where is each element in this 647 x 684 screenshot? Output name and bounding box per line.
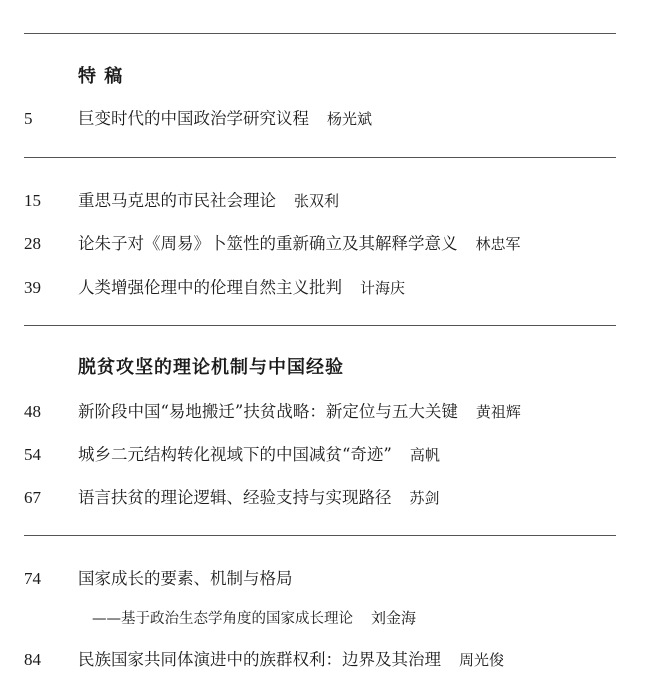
toc-subtitle-entry[interactable] [0, 606, 647, 630]
page-number: 67 [24, 488, 41, 507]
toc-entry[interactable] [0, 486, 647, 510]
article-title-line [78, 648, 504, 672]
page-number: 15 [24, 191, 41, 210]
article-title[interactable]: 巨变时代的中国政治学研究议程 [78, 109, 309, 128]
article-title[interactable]: 语言扶贫的理论逻辑、经验支持与实现路径 [78, 488, 392, 507]
divider-top [24, 33, 616, 34]
page-number: 39 [24, 278, 41, 297]
toc-entry[interactable] [0, 232, 647, 256]
article-title-line [78, 107, 372, 131]
page-number: 54 [24, 445, 41, 464]
toc-entry[interactable] [0, 648, 647, 672]
page-number: 74 [24, 569, 41, 588]
article-title[interactable]: 城乡二元结构转化视域下的中国减贫“奇迹” [78, 445, 392, 464]
toc-entry[interactable] [0, 567, 647, 591]
article-title-line [78, 400, 521, 424]
page-number: 28 [24, 234, 41, 253]
toc-entry[interactable] [0, 443, 647, 467]
toc-entry[interactable] [0, 400, 647, 424]
author-name: 周光俊 [459, 651, 505, 669]
article-subtitle-line [92, 606, 416, 631]
article-title[interactable]: 人类增强伦理中的伦理自然主义批判 [78, 278, 342, 297]
divider [24, 157, 616, 158]
toc-entry[interactable] [0, 189, 647, 213]
toc-entry[interactable] [0, 107, 647, 131]
author-name: 苏剑 [409, 489, 440, 507]
article-title-line [78, 486, 440, 510]
article-title-line [78, 276, 405, 300]
author-name: 高帆 [409, 446, 440, 464]
article-title-line [78, 189, 339, 213]
page-number: 84 [24, 650, 41, 669]
article-title-line [78, 232, 521, 256]
article-title[interactable]: 新阶段中国“易地搬迁”扶贫战略：新定位与五大关键 [78, 402, 458, 421]
divider [24, 535, 616, 536]
section-title-special: 特 稿 [78, 66, 124, 87]
article-title[interactable]: 论朱子对《周易》卜筮性的重新确立及其解释学意义 [78, 234, 458, 253]
section-title-poverty: 脱贫攻坚的理论机制与中国经验 [78, 357, 344, 378]
page-number: 48 [24, 402, 41, 421]
author-name: 黄祖辉 [475, 403, 521, 421]
divider [24, 325, 616, 326]
article-title-line [78, 443, 440, 467]
toc-entry[interactable] [0, 276, 647, 300]
author-name: 林忠军 [475, 235, 521, 253]
article-title[interactable]: 国家成长的要素、机制与格局 [78, 569, 293, 588]
page-number: 5 [24, 109, 33, 128]
article-subtitle[interactable]: ——基于政治生态学角度的国家成长理论 [92, 611, 353, 627]
author-name: 张双利 [294, 192, 340, 210]
author-name: 刘金海 [371, 609, 417, 627]
author-name: 计海庆 [360, 279, 406, 297]
article-title[interactable]: 民族国家共同体演进中的族群权利：边界及其治理 [78, 650, 441, 669]
author-name: 杨光斌 [327, 110, 373, 128]
article-title[interactable]: 重思马克思的市民社会理论 [78, 191, 276, 210]
